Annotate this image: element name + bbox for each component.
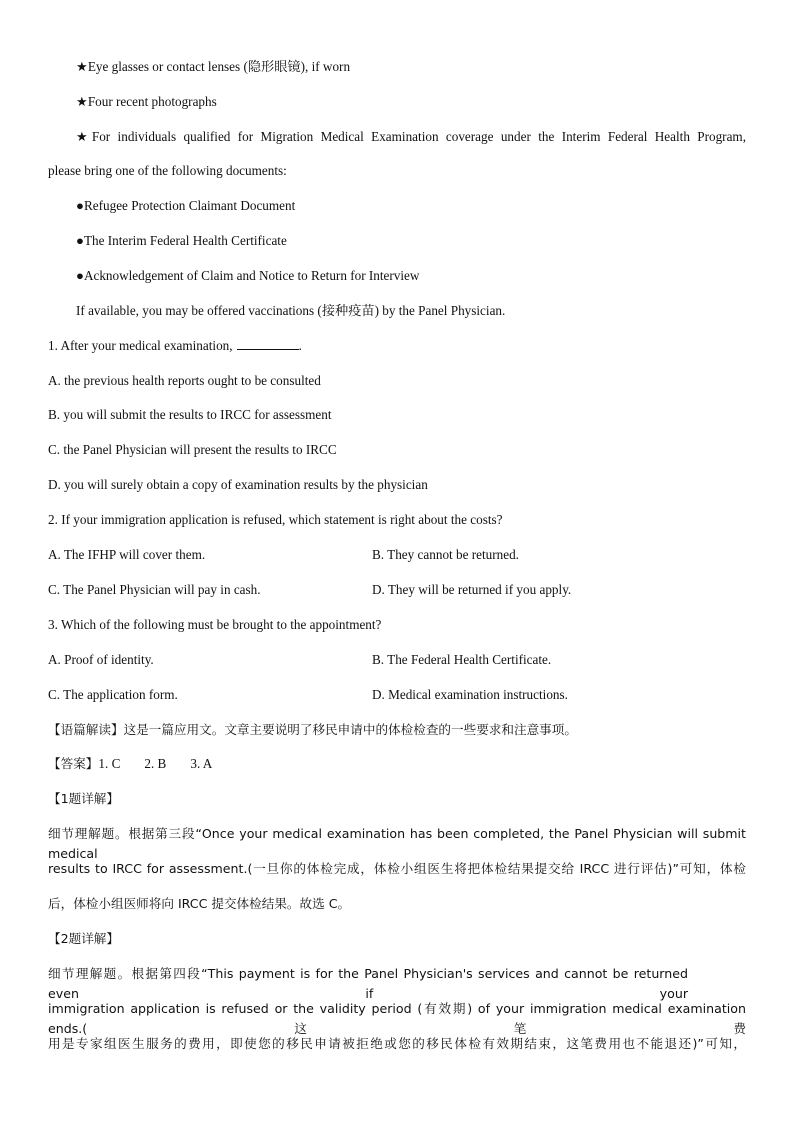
detail-1-heading: 【1题详解】 [48,791,119,806]
bullet-photographs: ★Four recent photographs [76,94,217,109]
detail-2-line-3: 用是专家组医生服务的费用，即使您的移民申请被拒绝或您的移民体检有效期结束，这笔费用也不能退还)”可知， [48,1036,746,1051]
detail-1-line-2: results to IRCC for assessment.(一旦你的体检完成，体检小组医生将把体检结果提交给 IRCC 进行评估)”可知，体检 [48,861,746,876]
passage-analysis: 【语篇解读】这是一篇应用文。文章主要说明了移民申请中的体检检查的一些要求和注意事项。 [48,722,577,737]
bullet-eyeglasses: ★Eye glasses or contact lenses (隐形眼镜), if worn [76,59,351,74]
document-item-3: ●Acknowledgement of Claim and Notice to Return for Interview [76,268,420,283]
answer-blank [237,337,299,350]
question-2-option-d: D. They will be returned if you apply. [372,582,572,597]
vaccination-note: If available, you may be offered vaccinations (接种疫苗) by the Panel Physician. [76,303,506,318]
question-3-option-c: C. The application form. [48,687,178,702]
question-1-option-a: A. the previous health reports ought to be consulted [48,373,321,388]
document-item-2: ●The Interim Federal Health Certificate [76,233,287,248]
question-2-option-a: A. The IFHP will cover them. [48,547,206,562]
question-1-stem [48,336,302,356]
detail-2-line-2: immigration application is refused or the validity period (有效期) of your immigration medical examination ends.(这笔费 [48,1001,746,1036]
answer-1: 1. C [98,756,121,771]
question-1-option-c: C. the Panel Physician will present the results to IRCC [48,442,337,457]
question-2-option-c: C. The Panel Physician will pay in cash. [48,582,261,597]
question-3-option-d: D. Medical examination instructions. [372,687,568,702]
question-3-option-a: A. Proof of identity. [48,652,154,667]
detail-2-heading: 【2题详解】 [48,931,119,946]
bullet-ifhp-continued: please bring one of the following documents: [48,163,287,178]
detail-2-line-1: 细节理解题。根据第四段“This payment is for the Panel Physician's services and cannot be returned even if your [48,966,688,1001]
answer-2: 2. B [144,756,167,771]
question-1-option-d: D. you will surely obtain a copy of examination results by the physician [48,477,428,492]
question-1-text: 1. After your medical examination, [48,338,233,353]
question-3-stem: 3. Which of the following must be brought to the appointment? [48,617,382,632]
answer-key [48,754,212,774]
bullet-ifhp: ★For individuals qualified for Migration Medical Examination coverage under the Interim Federal Health Program, [76,129,746,144]
detail-1-line-3: 后，体检小组医师将向 IRCC 提交体检结果。故选 C。 [48,896,351,911]
document-item-1: ●Refugee Protection Claimant Document [76,198,296,213]
question-2-stem: 2. If your immigration application is refused, which statement is right about the costs? [48,512,503,527]
question-1-option-b: B. you will submit the results to IRCC for assessment [48,407,332,422]
question-1-period: . [298,338,302,353]
answer-3: 3. A [190,756,213,771]
answer-label: 【答案】 [48,756,99,771]
detail-1-line-1: 细节理解题。根据第三段“Once your medical examination has been completed, the Panel Physician will submit medical [48,826,746,861]
question-3-option-b: B. The Federal Health Certificate. [372,652,552,667]
question-2-option-b: B. They cannot be returned. [372,547,519,562]
